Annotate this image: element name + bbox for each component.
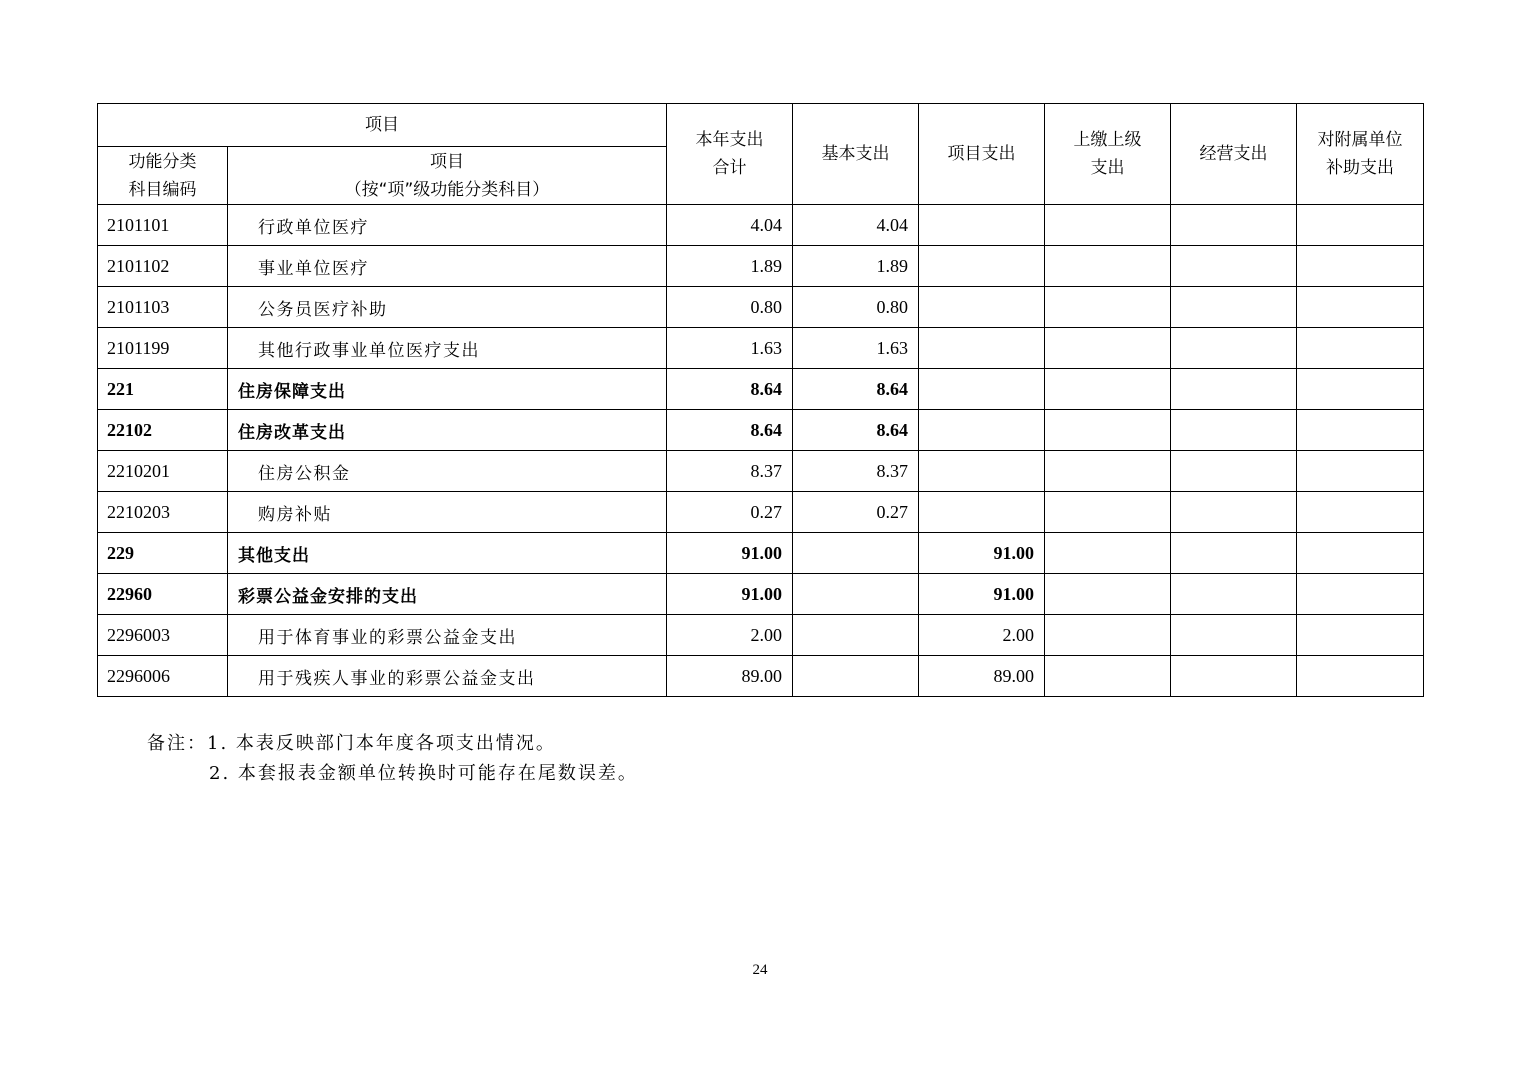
project-cell: 91.00 (919, 533, 1045, 574)
basic-cell: 1.89 (793, 246, 919, 287)
total-cell: 8.64 (667, 410, 793, 451)
code-cell: 2296006 (98, 656, 228, 697)
upper-cell (1045, 533, 1171, 574)
total-cell: 2.00 (667, 615, 793, 656)
header-subsidy: 对附属单位 补助支出 (1297, 104, 1424, 205)
operating-cell (1171, 410, 1297, 451)
table-row (98, 328, 1424, 369)
header-project-exp: 项目支出 (919, 104, 1045, 205)
basic-cell: 0.80 (793, 287, 919, 328)
code-cell: 2101103 (98, 287, 228, 328)
table-row (98, 205, 1424, 246)
upper-cell (1045, 369, 1171, 410)
upper-cell (1045, 451, 1171, 492)
operating-cell (1171, 205, 1297, 246)
total-cell: 91.00 (667, 574, 793, 615)
header-operating: 经营支出 (1171, 104, 1297, 205)
table-row (98, 246, 1424, 287)
total-cell: 8.37 (667, 451, 793, 492)
total-cell: 1.89 (667, 246, 793, 287)
header-name: 项目 （按“项”级功能分类科目） (228, 147, 667, 205)
note-line-2: 2. 本套报表金额单位转换时可能存在尾数误差。 (209, 763, 638, 784)
total-cell: 0.27 (667, 492, 793, 533)
header-project: 项目 (98, 104, 667, 147)
header-upper: 上缴上级 支出 (1045, 104, 1171, 205)
expenditure-table (97, 103, 1424, 697)
basic-cell (793, 533, 919, 574)
subsidy-cell (1297, 328, 1424, 369)
page-number: 24 (752, 962, 768, 978)
upper-cell (1045, 492, 1171, 533)
table-row (98, 615, 1424, 656)
total-cell: 4.04 (667, 205, 793, 246)
code-cell: 2101199 (98, 328, 228, 369)
operating-cell (1171, 246, 1297, 287)
name-cell: 其他行政事业单位医疗支出 (228, 328, 667, 369)
code-cell: 2101101 (98, 205, 228, 246)
header-row-1 (98, 104, 1424, 147)
name-cell: 用于残疾人事业的彩票公益金支出 (228, 656, 667, 697)
name-cell: 事业单位医疗 (228, 246, 667, 287)
table-row (98, 656, 1424, 697)
subsidy-cell (1297, 246, 1424, 287)
project-cell (919, 205, 1045, 246)
operating-cell (1171, 574, 1297, 615)
operating-cell (1171, 328, 1297, 369)
subsidy-cell (1297, 451, 1424, 492)
project-cell (919, 328, 1045, 369)
total-cell: 8.64 (667, 369, 793, 410)
upper-cell (1045, 410, 1171, 451)
upper-cell (1045, 656, 1171, 697)
upper-cell (1045, 574, 1171, 615)
basic-cell: 4.04 (793, 205, 919, 246)
subsidy-cell (1297, 615, 1424, 656)
total-cell: 1.63 (667, 328, 793, 369)
project-cell: 2.00 (919, 615, 1045, 656)
header-basic: 基本支出 (793, 104, 919, 205)
project-cell: 89.00 (919, 656, 1045, 697)
project-cell (919, 369, 1045, 410)
table-row (98, 369, 1424, 410)
subsidy-cell (1297, 656, 1424, 697)
upper-cell (1045, 615, 1171, 656)
operating-cell (1171, 615, 1297, 656)
name-cell: 住房公积金 (228, 451, 667, 492)
name-cell: 住房保障支出 (228, 369, 667, 410)
basic-cell (793, 656, 919, 697)
upper-cell (1045, 287, 1171, 328)
code-cell: 2296003 (98, 615, 228, 656)
table-row (98, 533, 1424, 574)
project-cell (919, 492, 1045, 533)
operating-cell (1171, 656, 1297, 697)
total-cell: 0.80 (667, 287, 793, 328)
code-cell: 22102 (98, 410, 228, 451)
code-cell: 221 (98, 369, 228, 410)
code-cell: 22960 (98, 574, 228, 615)
name-cell: 行政单位医疗 (228, 205, 667, 246)
code-cell: 2101102 (98, 246, 228, 287)
table-row (98, 574, 1424, 615)
name-cell: 住房改革支出 (228, 410, 667, 451)
basic-cell: 8.37 (793, 451, 919, 492)
code-cell: 2210201 (98, 451, 228, 492)
table-row (98, 451, 1424, 492)
table-row (98, 287, 1424, 328)
project-cell: 91.00 (919, 574, 1045, 615)
name-cell: 公务员医疗补助 (228, 287, 667, 328)
name-cell: 用于体育事业的彩票公益金支出 (228, 615, 667, 656)
table-row (98, 492, 1424, 533)
subsidy-cell (1297, 492, 1424, 533)
operating-cell (1171, 533, 1297, 574)
basic-cell: 8.64 (793, 410, 919, 451)
project-cell (919, 410, 1045, 451)
code-cell: 2210203 (98, 492, 228, 533)
total-cell: 89.00 (667, 656, 793, 697)
project-cell (919, 287, 1045, 328)
name-cell: 购房补贴 (228, 492, 667, 533)
total-cell: 91.00 (667, 533, 793, 574)
subsidy-cell (1297, 205, 1424, 246)
notes (147, 729, 638, 789)
note-line-1: 备注：1. 本表反映部门本年度各项支出情况。 (147, 733, 556, 754)
project-cell (919, 246, 1045, 287)
upper-cell (1045, 246, 1171, 287)
basic-cell: 8.64 (793, 369, 919, 410)
upper-cell (1045, 328, 1171, 369)
header-total: 本年支出 合计 (667, 104, 793, 205)
name-cell: 其他支出 (228, 533, 667, 574)
operating-cell (1171, 451, 1297, 492)
operating-cell (1171, 369, 1297, 410)
table-row (98, 410, 1424, 451)
operating-cell (1171, 492, 1297, 533)
code-cell: 229 (98, 533, 228, 574)
project-cell (919, 451, 1045, 492)
basic-cell (793, 574, 919, 615)
basic-cell (793, 615, 919, 656)
subsidy-cell (1297, 574, 1424, 615)
basic-cell: 1.63 (793, 328, 919, 369)
header-code: 功能分类 科目编码 (98, 147, 228, 205)
operating-cell (1171, 287, 1297, 328)
upper-cell (1045, 205, 1171, 246)
basic-cell: 0.27 (793, 492, 919, 533)
subsidy-cell (1297, 287, 1424, 328)
subsidy-cell (1297, 369, 1424, 410)
name-cell: 彩票公益金安排的支出 (228, 574, 667, 615)
subsidy-cell (1297, 410, 1424, 451)
subsidy-cell (1297, 533, 1424, 574)
